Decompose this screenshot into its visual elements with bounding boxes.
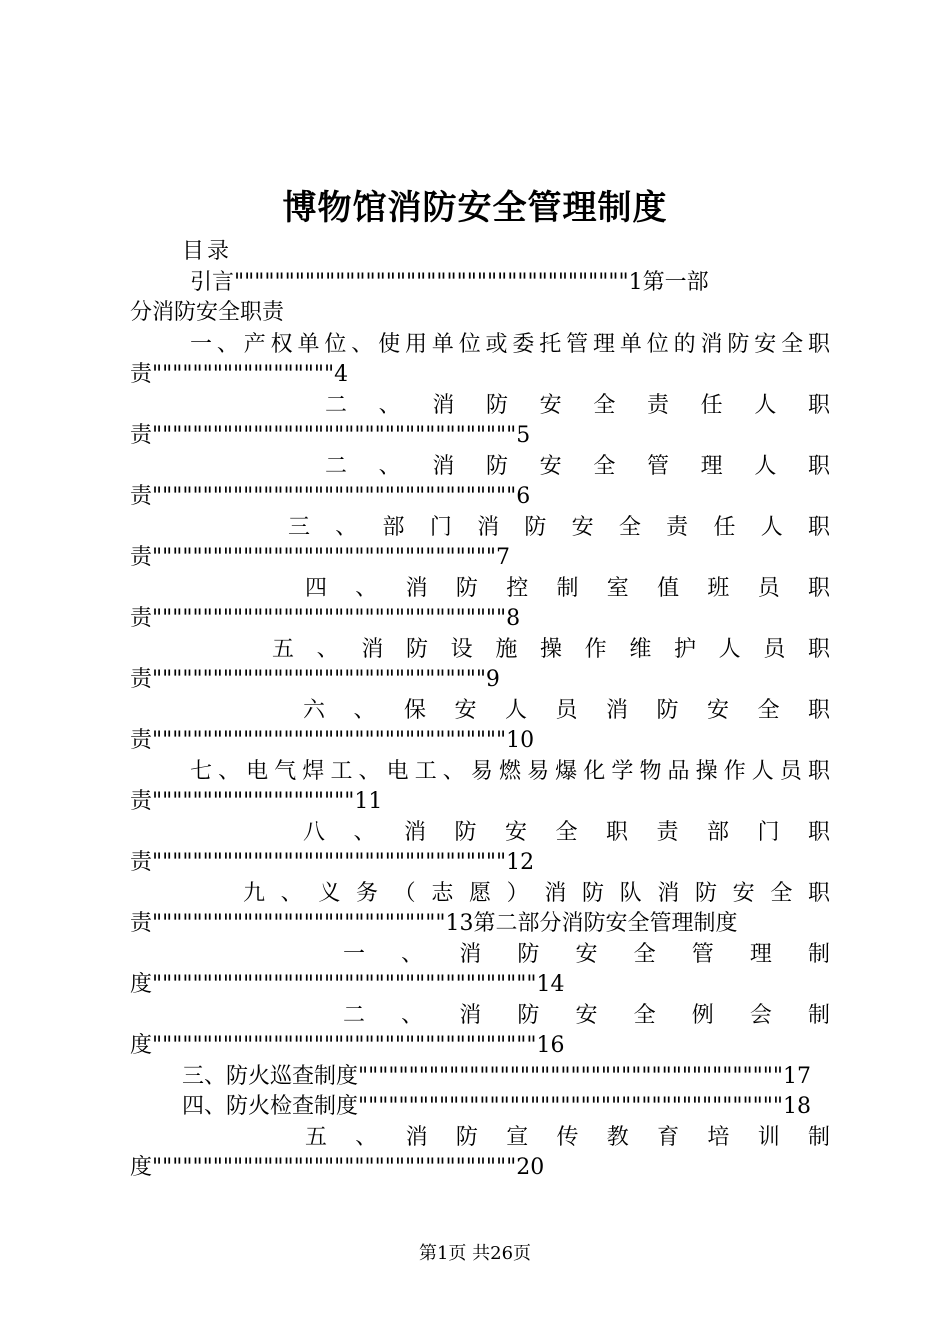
document-title: 博物馆消防安全管理制度 — [282, 188, 668, 228]
toc-line: 责"""""""""""""""""""""""""""""""""""8 — [130, 606, 521, 631]
toc-line: 三、防火巡查制度""""""""""""""""""""""""""""""""""""""""""17 — [182, 1064, 811, 1089]
toc-line: 六 、 保 安 人 员 消 防 安 全 职 — [303, 698, 830, 723]
toc-line: 七、电气焊工、电工、易燃易爆化学物品操作人员职 — [190, 759, 830, 784]
toc-line: 责""""""""""""""""""""""""""""""""""7 — [130, 545, 511, 570]
toc-line: 责"""""""""""""""""""""""""""""""""9 — [130, 667, 500, 692]
toc-line: 责""""""""""""""""""""""""""""""""""""6 — [130, 484, 531, 509]
toc-line: 责""""""""""""""""""""11 — [130, 789, 383, 814]
toc-line: 度""""""""""""""""""""""""""""""""""""20 — [130, 1155, 545, 1180]
toc-line: 一 、 消 防 安 全 管 理 制 — [343, 942, 830, 967]
toc-line: 责"""""""""""""""""""""""""""""13第二部分消防安全管理制度 — [130, 911, 738, 936]
toc-line: 度""""""""""""""""""""""""""""""""""""""16 — [130, 1033, 565, 1058]
toc-line: 八 、 消 防 安 全 职 责 部 门 职 — [303, 820, 830, 845]
toc-line: 三 、 部 门 消 防 安 全 责 任 人 职 — [288, 515, 830, 540]
toc-line: 度""""""""""""""""""""""""""""""""""""""14 — [130, 972, 565, 997]
toc-line: 责""""""""""""""""""4 — [130, 362, 349, 387]
toc-line: 四 、 消 防 控 制 室 值 班 员 职 — [305, 576, 830, 601]
toc-line: 分消防安全职责 — [130, 300, 285, 325]
toc-heading: 目录 — [182, 239, 233, 264]
toc-line: 责""""""""""""""""""""""""""""""""""""5 — [130, 423, 531, 448]
toc-line: 九 、 义 务 （ 志 愿 ） 消 防 队 消 防 安 全 职 — [243, 881, 830, 906]
toc-line: 五 、 消 防 设 施 操 作 维 护 人 员 职 — [272, 637, 830, 662]
toc-line: 五 、 消 防 宣 传 教 育 培 训 制 — [305, 1125, 830, 1150]
page-footer: 第1页 共26页 — [418, 1243, 532, 1264]
toc-line: 一、产权单位、使用单位或委托管理单位的消防安全职 — [190, 332, 830, 357]
toc-line: 二 、 消 防 安 全 管 理 人 职 — [325, 454, 830, 479]
toc-line: 引言"""""""""""""""""""""""""""""""""""""""1第一部 — [190, 270, 709, 295]
toc-line: 责"""""""""""""""""""""""""""""""""""10 — [130, 728, 535, 753]
toc-line: 二 、 消 防 安 全 例 会 制 — [343, 1003, 830, 1028]
toc-line: 四、防火检查制度""""""""""""""""""""""""""""""""""""""""""18 — [182, 1094, 811, 1119]
toc-line: 责"""""""""""""""""""""""""""""""""""12 — [130, 850, 535, 875]
toc-line: 二 、 消 防 安 全 责 任 人 职 — [325, 393, 830, 418]
